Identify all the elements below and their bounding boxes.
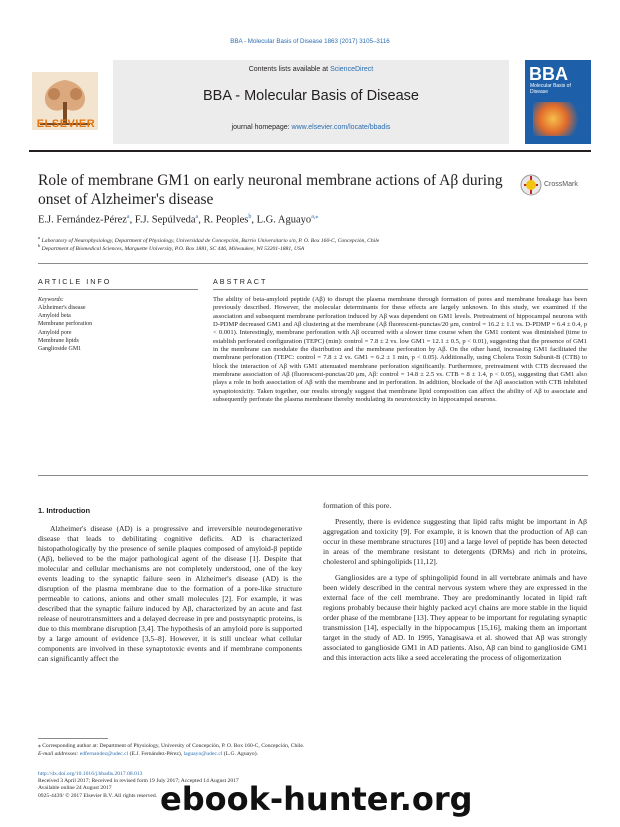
received-dates: Received 3 April 2017; Received in revised form 19 July 2017; Accepted 14 August 2017 [38,778,239,785]
author-name[interactable]: L.G. Aguayo [256,214,312,226]
header-divider [29,150,591,152]
keyword-item: Ganglioside GM1 [38,346,82,353]
cover-artwork [533,102,583,136]
paragraph: Presently, there is evidence suggesting that lipid rafts might be important in Aβ aggregation and toxicity [9]. For example, it is known that the production of Aβ can occur in these membrane structures [10] and a large level of peptide has been detected in areas of the membrane resistant to detergents (DRMs) and rich in proteins, cholesterol and sphingolipids [11,12]. [323,517,587,566]
author-name[interactable]: F.J. Sepúlveda [134,214,196,226]
author-name[interactable]: R. Peoples [203,214,249,226]
homepage-line [113,124,509,131]
divider [38,289,198,290]
watermark-text: ebook-hunter.org [160,780,473,818]
author-affil-marker[interactable]: a [195,214,199,220]
author-affil-marker[interactable]: b [248,214,252,220]
author-name[interactable]: E.J. Fernández-Pérez [38,214,127,226]
homepage-link[interactable]: www.elsevier.com/locate/bbadis [291,124,391,131]
available-date: Available online 24 August 2017 [38,785,112,792]
doi-link[interactable]: http://dx.doi.org/10.1016/j.bbadis.2017.08.013 [38,771,143,777]
footnote-divider [38,738,108,739]
affiliation-text: Laboratory of Neurophysiology, Department of Physiology, Universidad de Concepción, Barrio Universitario s/n, P. O. Box 160-C, Concepción, Chile [41,237,380,244]
section-heading: 1. Introduction [38,506,91,515]
affiliation-text: Department of Biomedical Sciences, Marquette University, P.O. Box 1881, SC 446, Milwaukee, WI 53201-1881, USA [41,245,305,252]
journal-title: BBA - Molecular Basis of Disease [203,88,419,104]
cover-subtitle: Molecular Basis of Disease [530,83,571,95]
email-owner: (L.G. Aguayo). [222,751,258,757]
body-column-left [38,524,302,670]
paragraph: Alzheimer's disease (AD) is a progressive and irreversible neurodegenerative disease that leads to debilitating cognitive deficits. AD is characterized histopathologically by the presence of senile plaques composed of amyloid-β peptide (Aβ), believed to be the major pathological agent of the disease [1]. Despite that molecular and cellular mechanisms are not completely understood, one of the key events leading to the synaptic failure seen in Alzheimer's disease (AD) is the disruption of the plasma membrane due to the formation of a pore-like structure permeable to cations, anions and other small molecules [2]. For example, it was described that the synaptic failure induced by Aβ, characterized by an acute and fast release of neurotransmitters and a delayed decrease in pre and postsynaptic proteins, is due to this membrane disruption [3,4]. The hypothesis of an amyloid pore is supported by a large amount of evidence [3,5–8]. However, it is still unclear what cellular components are involved in these synaptotoxic events and if membrane components can significantly affect the [38,524,302,663]
keyword-item: Amyloid beta [38,313,71,320]
keyword-item: Amyloid pore [38,329,72,336]
cover-logo: BBA [529,64,568,84]
divider [38,263,588,264]
sciencedirect-link[interactable]: ScienceDirect [330,66,374,73]
author-affil-marker[interactable]: a [126,214,130,220]
abstract-text: The ability of beta-amyloid peptide (Aβ) to disrupt the plasma membrane through formation of pores and membrane breakage has been previously described. However, the molecular determinants for these effects are largely unknown. In this study, we examined if the association and subsequent membrane perforation induced by Aβ was dependent on GM1 levels. Pretreatment of hippocampal neurons with D-PDMP decreased GM1 and Aβ clustering at the membrane (Aβ fluorescent-punctas/20 μm, control = 16.2 ± 1.1 vs. D-PDMP = 6.4 ± 0.4, p < 0.001). Interestingly, membrane perforation with Aβ occurred with a slower time course when the GM1 content was diminished (time to establish perforated configuration (TEPC) (min): control = 7.8 ± 2 vs. low GM1 = 12.1 ± 0.5, p < 0.01), suggesting that the presence of GM1 in the membrane can modulate the distribution and the membrane perforation by Aβ. On the other hand, increasing GM1 facilitated the membrane perforation (TEPC: control = 7.8 ± 2 vs. GM1 = 6.2 ± 1 min, p < 0.05). Additionally, using Cholera Toxin Subunit-B (CTB) to block the interaction of Aβ with GM1 attenuated membrane perforation significantly. Furthermore, pretreatment with CTB decreased the membrane association of Aβ (fluorescent-punctas/20 μm, Aβ: control = 14.8 ± 2.5 vs. CTB = 8 ± 1.4, p < 0.05), suggesting that GM1 also plays a role in both association of Aβ with the membrane and in perforation. In addition, blockade of the Aβ association with CTB inhibited synaptotoxicity. Taken together, our results strongly suggest that membrane lipid composition can affect the ability of Aβ to associate and subsequently perforate the plasma membrane thereby modulating its neurotoxicity in hippocampal neurons. [213,296,587,404]
body-column-right [323,501,587,669]
email-label: E-mail addresses: [38,751,80,757]
keyword-item: Membrane lipids [38,337,79,344]
crossmark-label: CrossMark [544,181,578,188]
crossmark-badge[interactable] [520,173,588,199]
article-info-heading: ARTICLE INFO [38,277,112,286]
email-link[interactable]: laguayo@udec.cl [183,751,223,757]
contents-line [113,66,509,73]
divider [38,475,588,476]
journal-reference[interactable]: BBA - Molecular Basis of Disease 1863 (2017) 3105–3116 [230,38,390,45]
homepage-prefix: journal homepage: [231,124,292,131]
publisher-name: ELSEVIER [36,118,96,130]
divider [213,289,588,290]
copyright-notice: 0925-4439/ © 2017 Elsevier B.V. All rights reserved. [38,792,158,799]
keyword-item: Membrane perforation [38,321,93,328]
crossmark-icon [520,173,542,197]
paragraph: Gangliosides are a type of sphingolipid found in all vertebrate animals and have been widely described in the central nervous system where they are expressed in the external face of the cell membrane. They are predominantly located in lipid raft regions probably because their highly packed acyl chains are more stable in the liquid order phase of the membrane [13]. They appear to be important for regulating synaptic transmission [14], especially in the hippocampus [15,16], making them an important target in the study of AD. In 1995, Yanagisawa et al. showed that Aβ was strongly associated to ganglioside GM1 in AD patients. Also, Aβ can bind to ganglioside GM1 and this interaction acts like a seed accelerating the process of oligomerization [323,573,587,662]
article-title: Role of membrane GM1 on early neuronal membrane actions of Aβ during onset of Alzheimer's disease [38,172,503,208]
author-affil-marker[interactable]: a,⁎ [311,214,319,220]
contents-prefix: Contents lists available at [248,66,331,73]
keywords-label: Keywords: [38,297,64,303]
affiliation-marker: a [38,235,41,240]
keyword-item: Alzheimer's disease [38,305,86,311]
email-owner: (E.J. Fernández-Pérez), [128,751,184,757]
author-list: E.J. Fernández-Pérez$^a$, F.J. Sepúlveda$^a$, R. Peoples$^b$, L.G. Aguayo$^{a,⁎}$ [38,214,319,226]
email-link[interactable]: edfernandez@udec.cl [79,751,129,757]
keyword-list [38,304,92,353]
journal-banner [113,60,509,144]
abstract-heading: ABSTRACT [213,277,268,286]
affiliation [38,243,304,252]
journal-header [29,60,591,144]
paragraph: formation of this pore. [323,501,392,510]
email-note [38,751,258,757]
journal-cover-image [525,60,591,144]
affiliation-marker: b [38,243,41,248]
corresponding-author-note: ⁎ Corresponding author at: Department of Physiology, University of Concepción, P. O. Box 160-C, Concepción, Chile. [38,743,305,749]
